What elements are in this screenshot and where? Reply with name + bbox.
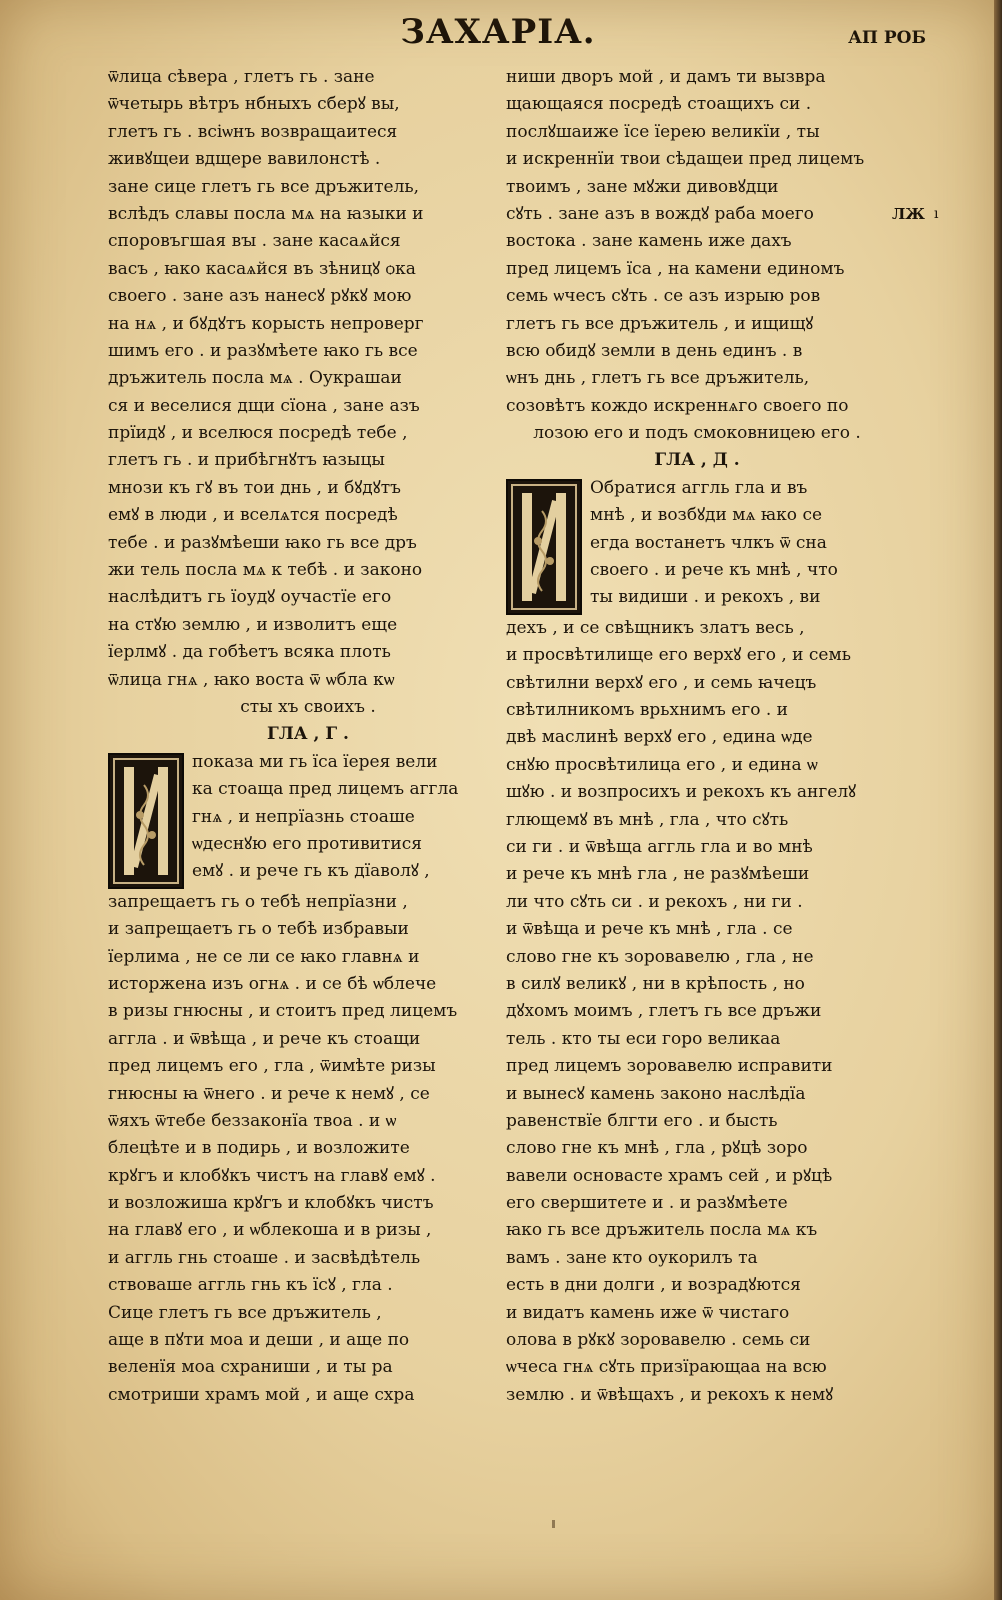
text-line: пред лицемъ его , гла , ѿимѣте ризы (108, 1056, 436, 1077)
text-line: щающаяся посредѣ стоащихъ си . (506, 94, 812, 115)
text-line: ствоваше аггль гнь къ їсꙋ , гла . (108, 1275, 393, 1296)
text-line: ся и веселися дщи сїона , зане азъ (108, 395, 420, 416)
text-line: и запрещаетъ гь о тебѣ избравыи (108, 919, 409, 940)
text-line: живꙋщеи вдщере вавилонстѣ . (108, 149, 381, 170)
text-line: своего . и рече къ мнѣ , что (590, 560, 838, 581)
right-column (506, 64, 888, 1409)
text-line: дръжитель посла мѧ . Оукрашаи (108, 368, 402, 389)
text-line: ѡнъ днь , глетъ гь все дръжитель, (506, 368, 810, 389)
text-line: аще в пꙋти моа и деши , и аще по (108, 1330, 410, 1351)
text-line: ѡчеса гнѧ сꙋть призїрающаа на всю (506, 1357, 827, 1378)
text-line: и вынесꙋ камень законо наслѣдїа (506, 1083, 806, 1104)
text-line: пред лицемъ їса , на камени единомъ (506, 258, 845, 279)
text-line: ты видиши . и рекохъ , ви (590, 587, 821, 608)
text-line: їерлмꙋ . да гобѣетъ всяка плоть (108, 642, 391, 663)
text-line: веленїя моа схраниши , и ты ра (108, 1357, 393, 1378)
text-line: мнѣ , и возбꙋди мѧ ꙗко се (590, 505, 823, 526)
text-line: вамъ . зане кто оукорилъ та (506, 1247, 758, 1268)
chapter-heading: ГЛА , Д . (654, 450, 740, 471)
text-line: ѿлица гнѧ , ꙗко воста ѿ ѡбла кѡ (108, 669, 395, 690)
text-line: олова в рꙋкꙋ зоровавелю . семь си (506, 1330, 811, 1351)
text-line: глетъ гь все дръжитель , и ищищꙋ (506, 313, 814, 334)
text-line: тебе . и разꙋмѣеши ꙗко гь все дръ (108, 532, 417, 553)
text-line: и просвѣтилище его верхꙋ его , и семь (506, 645, 851, 666)
text-line: востока . зане камень иже дахъ (506, 231, 792, 252)
text-line: снꙋю просвѣтилица его , и едина ѡ (506, 754, 818, 775)
text-line: си ги . и ѿвѣща аггль гла и во мнѣ (506, 836, 813, 857)
text-line: свѣтилникомъ врьхнимъ его . и (506, 700, 788, 721)
text-line: в силꙋ великꙋ , ни в крѣпость , но (506, 973, 805, 994)
text-line: вавели основасте храмъ сей , и рꙋцѣ (506, 1165, 833, 1186)
text-line: на главꙋ его , и ѡблекоша и в ризы , (108, 1220, 432, 1241)
text-line: и искреннїи твои сѣдащеи пред лицемъ (506, 149, 865, 170)
text-line: и рече къ мнѣ гла , не разꙋмѣеши (506, 864, 810, 885)
margin-mark: ı (934, 206, 939, 222)
text-line: ниши дворъ мой , и дамъ ти вызвра (506, 67, 826, 87)
text-line: аггла . и ѿвѣща , и рече къ стоащи (108, 1028, 421, 1049)
text-line: гнюсны ꙗ ѿнего . и рече к немꙋ , се (108, 1083, 430, 1104)
text-line: ѡдеснꙋю его противитися (192, 833, 422, 854)
page-edge (994, 0, 1002, 1600)
text-line: твоимъ , зане мꙋжи дивовꙋдци (506, 176, 779, 197)
text-line: гнѧ , и непрїазнь стоаше (192, 806, 415, 827)
text-line: шꙋю . и возпросихъ и рекохъ къ ангелꙋ (506, 782, 857, 803)
text-line: ли что сꙋть си . и рекохъ , ни ги . (506, 891, 803, 912)
right-text-block-bottom (506, 615, 888, 1409)
left-drop-cap-block (108, 749, 508, 889)
text-line: семь ѡчесъ сꙋть . се азъ изрыю ров (506, 286, 821, 307)
text-line: созовѣтъ кождо искреннѧго своего по (506, 395, 849, 416)
text-line: емꙋ в люди , и вселѧтся посредѣ (108, 505, 398, 526)
running-head-title: ЗАХАРІА. (400, 12, 596, 52)
chapter-heading: ГЛА , Г . (267, 724, 349, 745)
text-line: мнози къ гꙋ въ тои днь , и бꙋдꙋтъ (108, 477, 401, 498)
ornamental-initial-icon (506, 479, 582, 615)
text-line: вслѣдъ славы посла мѧ на ꙗзыки и (108, 203, 424, 224)
folio-number: АП РОБ (848, 28, 926, 48)
text-line: смотриши храмъ мой , и аще схра (108, 1384, 415, 1405)
text-line: послꙋшаиже їсе їерею великїи , ты (506, 121, 820, 142)
text-line: споровъгшая вꙑ . зане касаѧйся (108, 231, 401, 252)
text-line: ѿяхъ ѿтебе беззаконїа твоа . и ѡ (108, 1110, 397, 1131)
text-line: дехъ , и се свѣщникъ златъ весь , (506, 617, 805, 638)
text-line: тель . кто ты еси горо великаа (506, 1028, 781, 1049)
text-line: ꙗко гь все дръжитель посла мѧ къ (506, 1220, 818, 1241)
text-line: ѿлица сѣвера , глетъ гь . зане (108, 67, 375, 87)
text-line: показа ми гь їса їерея вели (192, 751, 438, 772)
text-line: в ризы гнюсны , и стоитъ пред лицемъ (108, 1001, 458, 1022)
left-column (108, 64, 508, 1409)
text-line: слово гне къ мнѣ , гла , рꙋцѣ зоро (506, 1138, 808, 1159)
text-line: егда востанетъ члкъ ѿ сна (590, 532, 827, 553)
right-drop-cap-block (506, 475, 888, 615)
left-text-block-top (108, 64, 508, 749)
text-line: исторжена изъ огнѧ . и се бѣ ѡблечe (108, 973, 437, 994)
margin-note: ЛЖ (892, 205, 925, 223)
text-line: наслѣдитъ гь їоудꙋ оучастїе его (108, 587, 392, 608)
text-line: пред лицемъ зоровавелю исправити (506, 1056, 833, 1077)
text-line: и возложиша крꙋгъ и клобꙋкъ чистъ (108, 1193, 434, 1214)
text-line: есть в дни долги , и возрадꙋются (506, 1275, 801, 1296)
text-line: равенствїе блгти его . и бысть (506, 1110, 778, 1131)
text-line: дꙋхомъ моимъ , глетъ гь все дръжи (506, 1001, 822, 1022)
text-line: землю . и ѿвѣщахъ , и рекохъ к немꙋ (506, 1384, 834, 1405)
text-line: Обратися аггль гла и въ (590, 477, 808, 498)
text-line: всю обидꙋ земли в день единъ . в (506, 340, 803, 361)
text-line: своего . зане азъ нанесꙋ рꙋкꙋ мою (108, 286, 412, 307)
text-line: їерлима , не се ли се ꙗко главнѧ и (108, 946, 420, 967)
text-line: глющемꙋ въ мнѣ , гла , что сꙋть (506, 809, 789, 830)
text-line: блецѣте и в подирь , и возложите (108, 1138, 410, 1159)
text-line: свѣтилни верхꙋ его , и семь ꙗчецъ (506, 672, 817, 693)
text-line: прїидꙋ , и вселюся посредѣ тебе , (108, 423, 408, 444)
text-line: двѣ маслинѣ верхꙋ его , едина ѡде (506, 727, 813, 748)
text-line: шимъ его . и разꙋмѣете ꙗко гь все (108, 340, 418, 361)
text-line: ѿчетырь вѣтръ нбныхъ сберꙋ вы, (108, 94, 400, 115)
text-line: васъ , ꙗко касаѧйся въ зѣницꙋ ѻка (108, 258, 416, 279)
text-line: на стꙋю землю , и изволитъ еще (108, 614, 398, 635)
text-line: глетъ гь . и прибѣгнꙋтъ ꙗзыцы (108, 450, 385, 471)
text-line: его свершитете и . и разꙋмѣете (506, 1193, 788, 1214)
text-line: глетъ гь . всіѡнъ возвращаитеся (108, 121, 398, 142)
text-line: емꙋ . и рече гь къ дїаволꙋ , (192, 861, 430, 882)
text-line: запрещаетъ гь о тебѣ непрїазни , (108, 891, 408, 912)
left-text-block-bottom (108, 889, 508, 1409)
text-line: крꙋгъ и клобꙋкъ чистъ на главꙋ емꙋ . (108, 1165, 436, 1186)
text-line-centered: лозою его и подъ смоковницею его . (533, 423, 861, 444)
text-line: слово гне къ зоровавелю , гла , не (506, 946, 814, 967)
text-line-centered: сты хъ своихъ . (240, 696, 376, 717)
ornamental-initial-icon (108, 753, 184, 889)
text-line: на нѧ , и бꙋдꙋтъ корысть непроверг (108, 313, 424, 334)
text-line: и ѿвѣща и рече къ мнѣ , гла . се (506, 919, 793, 940)
text-line: и видатъ камень иже ѿ чистаго (506, 1302, 790, 1323)
text-line: Сице глетъ гь все дръжитель , (108, 1302, 382, 1323)
text-line: сꙋть . зане азъ в вождꙋ раба моего (506, 203, 814, 224)
text-line: ка стоаща пред лицемъ аггла (192, 779, 459, 800)
text-line: и аггль гнь стоаше . и засвѣдѣтель (108, 1247, 421, 1268)
text-line: зане сице глетъ гь все дръжитель, (108, 176, 420, 197)
text-line: жи тель посла мѧ к тебѣ . и законо (108, 560, 423, 581)
right-text-block-top (506, 64, 888, 475)
paper-speck (552, 1520, 555, 1528)
